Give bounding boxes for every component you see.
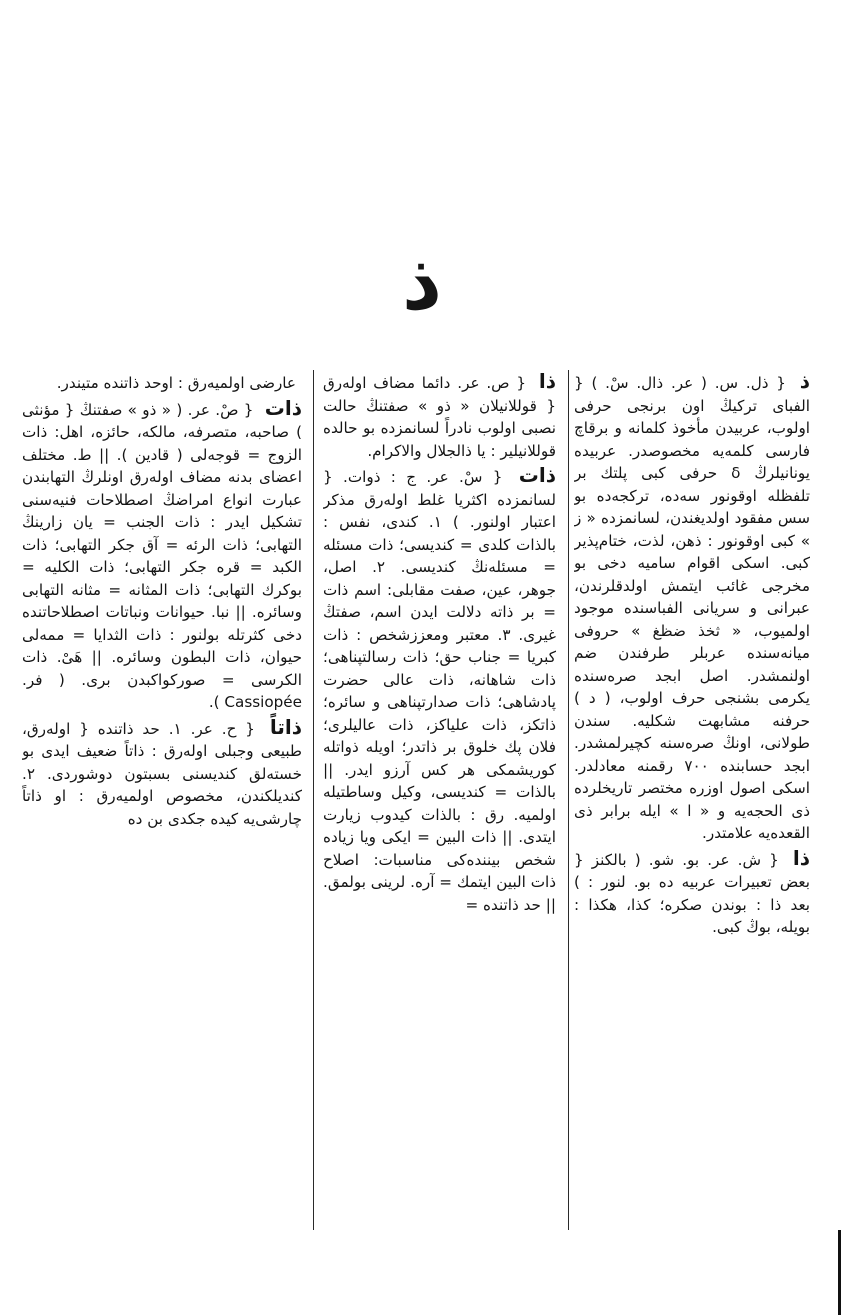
entry-headword: ذ (799, 370, 810, 393)
entry-headword: ذات (264, 395, 302, 420)
dictionary-entry (22, 370, 302, 395)
dictionary-entry (22, 397, 302, 714)
column-left (22, 370, 302, 832)
column-divider (568, 370, 569, 1230)
dictionary-entry (574, 370, 810, 845)
entry-text: عارضی اولمیه‌رق : اوحد ذاتنده متیندر. (56, 374, 296, 392)
page-edge-mark (838, 1230, 841, 1315)
entry-headword: ذا (792, 845, 810, 870)
entry-headword: ذا (538, 370, 556, 393)
entry-headword: ذات (518, 463, 556, 487)
entry-text: { صْ. عر. ( « ذو » صفتنڭ { مؤنثی ) صاحبه، متصرفه، مالکه، حائزه، اهل: ذات الزوج = قوجه‌لی ( قادین ). || ط. مختلف اعضای بدنه مضاف اوله‌رق اونلرڭ التهابندن عبارت انواع امراضڭ اصطلاحات فنیه‌سنی تشکیل ایدر : ذات الجنب = یان زارینڭ التهابی؛ ذات الرئه = آق جکر التهابی؛ ذات الکبد = قره جکر التهابی؛ ذات الکلیه = بوکرك التهابی؛ ذات المثانه = مثانه التهابی وسائره. || نبا. حیوانات ونباتات اصطلاحاتنده دخی کثرتله بولنور : ذات الثدایا = ممه‌لی حیوان، ذات البطون وسائره. || هَیْ. ذات الکرسی = صورکواکبدن بری. ( فر. Cassiopée ). (22, 400, 302, 711)
entry-text: { ح. عر. ۱. حد ذاتنده { اوله‌رق، طبیعی وجبلی اوله‌رق : ذاتاً ضعیف ایدی بو خسته‌لق کندیسنی بسبتون دوشوردی. ۲. کندیلکندن، مخصوص اولمیه‌رق : او ذاتاً چارشی‌یه کیده جکدی بن ده (22, 719, 302, 828)
section-letter: ذ (401, 238, 443, 328)
column-divider (313, 370, 314, 1230)
entry-text: { سْ. عر. ج : ذوات. { لسانمزده اکثریا غلط اوله‌رق مذکر اعتبار اولنور. ) ۱. کندی، نفس : بالذات کلدی = کندیسی؛ ذات مسئله = مسئله‌نڭ کندیسی. ۲. اصل، جوهر، عین، صفت مقابلی: اسم ذات = بر ذاته دلالت ایدن اسم، صفتڭ غیری. ۳. معتبر ومعززشخص : ذات کبریا = جناب حق؛ ذات رسالتپناهی؛ ذات شاهانه، ذات عالی حضرت پادشاهی؛ ذات صدارتپناهی و سائره؛ ذاتکز، ذات علیاکز، ذات عالیلری؛ فلان پك خلوق بر ذاتدر؛ اویله ذواتله کوریشمکی هر کس آرزو ایدر. || بالذات = کندیسی، وکیل وساطتیله اولمیه. رق : بالذات کیدوب زیارت ایتدی. || ذات البین = ایکی ویا زیاده شخص بیننده‌کی مناسبات: اصلاح ذات البین ایتمك = آره. لرینی بولمق. || حد ذاتنده = (323, 468, 556, 914)
entry-text: { ذل. س. ( عر. ذال. سْ. ) { الفبای ترکیڭ اون برنجی حرفی اولوب، عربیدن مأخوذ کلمانه و برقاچ فارسی کلمه‌یه مخصوصدر. عربیده یونانیلرڭ δ حرفی کبی پلتك بر تلفظله اوقونور سه‌ده، ترکجه‌ده بو سس مفقود اولدیغندن، لسانمزده « ز » کبی اوقونور : ذهن، لذت، ختام‌پذیر کبی. اسکی اقوام سامیه دخی بو مخرجی غائب ایتمش اولدقلرندن، عبرانی و سریانی الفباسنده موجود اولمیوب، « ثخذ ضظغ » حروفی میانه‌سنده عربلر طرفندن ضم اولنمشدر. اصل ابجد صره‌سنده یکرمی بشنجی حرف اولوب، ( د ) حرفنه مشابهت شکلیه. سندن طولانی، اونڭ صره‌سنه کچیرلمشدر. ابجد حسابنده ۷۰۰ رقمنه معادلدر. اسکی اصول اوزره مختصر تاریخلرده ذی الحجه‌یه و « ا » ایله برابر ذی القعده‌یه علامتدر. (574, 374, 810, 842)
dictionary-entry (574, 847, 810, 939)
entry-text: { ش. عر. بو. شو. ( بالکنز { بعض تعبیرات عربیه ده بو. لنور : ) بعد ذا : بوندن صکره؛ کذا، هکذا : بویله، بوڭ کبی. (574, 850, 810, 936)
dictionary-entry (323, 370, 556, 462)
entry-text: { ص. عر. دائما مضاف اوله‌رق { قوللانیلان « ذو » صفتنڭ حالت نصبی اولوب نادراً لسانمزده بو حالده قوللانیلیر : یا ذالجلال والاکرام. (323, 374, 556, 460)
dictionary-entry (323, 464, 556, 916)
dictionary-entry (22, 716, 302, 831)
entry-headword: ذاتاً (269, 714, 302, 739)
column-middle (323, 370, 556, 918)
column-right (574, 370, 810, 941)
